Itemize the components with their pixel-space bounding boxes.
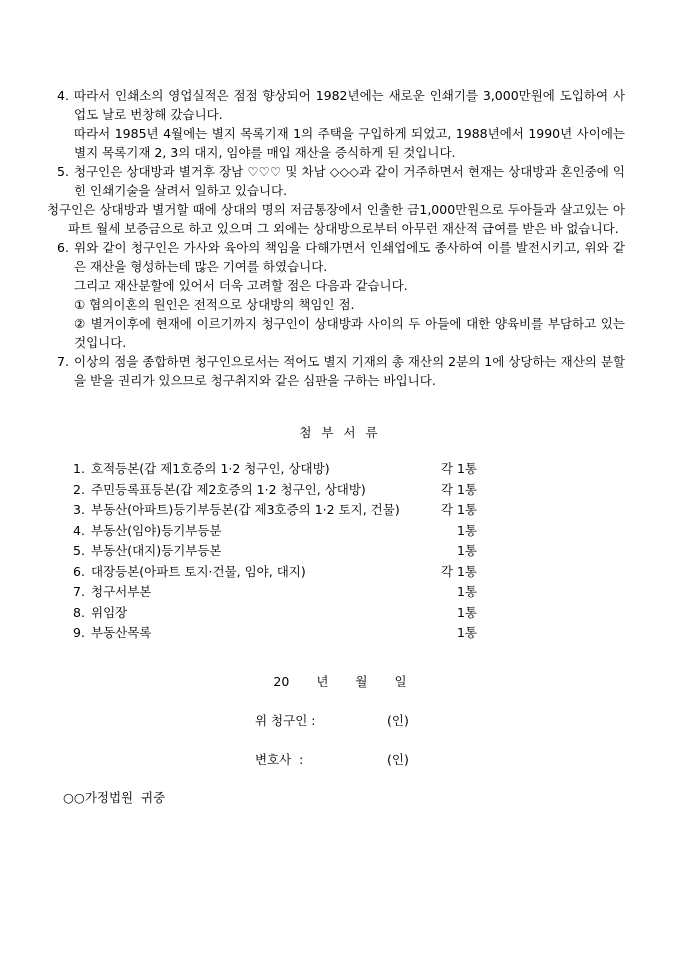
attachment-label: 부동산(대지)등기부등본 [91,543,222,558]
attachment-label: 호적등본(갑 제1호증의 1·2 청구인, 상대방) [91,461,330,476]
attachment-number: 8. [73,604,85,620]
attachment-quantity: 1통 [456,625,477,640]
attachment-row [73,541,477,562]
attachment-row [73,500,477,521]
court-address-line: ○○가정법원 귀중 [63,790,166,805]
attachment-quantity: 1통 [456,522,477,538]
petition-item-5 [57,162,625,200]
paragraph: 그리고 재산분할에 있어서 더욱 고려할 점은 다음과 같습니다. [74,278,408,293]
signature-lawyer [255,750,475,770]
attachment-row [73,603,477,624]
petition-item-7 [57,352,625,390]
paragraph: 위와 같이 청구인은 가사와 육아의 책임을 다해가면서 인쇄업에도 종사하여 이를 발전시키고, 위와 같은 재산을 형성하는데 많은 기여를 하였습니다. [74,240,625,274]
sub-item-1: ① 협의이혼의 원인은 전적으로 상대방의 책임인 점. [74,297,355,312]
attachment-label: 대장등본(아파트 토지·건물, 임야, 대지) [91,563,306,579]
petition-item-4 [57,86,625,162]
attachment-label: 주민등록표등본(갑 제2호증의 1·2 청구인, 상대방) [91,481,366,497]
item-number: 6. [57,240,69,255]
attachment-quantity: 1통 [456,584,477,599]
paragraph: 따라서 1985년 4월에는 별지 목록기재 1의 주택을 구입하게 되었고, 1988년에서 1990년 사이에는 별지 목록기재 2, 3의 대지, 임야를 매입 재산을 증식하게 된 것입니다. [74,126,625,160]
attachment-row [73,562,477,583]
signature-claimant-seal: (인) [387,713,409,728]
attachment-number: 6. [73,563,85,579]
attachment-number: 5. [73,543,85,558]
attachment-number: 4. [73,522,85,538]
date-line [0,672,680,691]
date-day-label: 일 [394,674,407,689]
paragraph: 이상의 점을 종합하면 청구인으로서는 적어도 별지 기재의 총 재산의 2분의 1에 상당하는 재산의 분할을 받을 권리가 있으므로 청구취지와 같은 심판을 구하는 바입니다. [74,354,625,388]
attachment-quantity: 각 1통 [440,461,477,476]
attachments-list [73,459,477,644]
attachment-number: 3. [73,502,85,517]
attachment-label: 위임장 [91,604,128,620]
attachment-number: 2. [73,481,85,497]
attachment-label: 청구서부본 [91,584,152,599]
item-number: 5. [57,164,69,179]
item-number: 7. [57,354,69,369]
attachment-row [73,623,477,644]
date-month-label: 월 [355,674,368,689]
signature-claimant [255,711,475,731]
petition-item-6 [57,238,625,352]
signature-lawyer-seal: (인) [387,752,409,767]
attachment-number: 7. [73,584,85,599]
date-year-prefix: 20 [273,674,290,689]
attachment-row [73,521,477,542]
attachment-label: 부동산(아파트)등기부등본(갑 제3호증의 1·2 토지, 건물) [91,502,400,517]
attachment-row [73,459,477,480]
attachment-number: 9. [73,625,85,640]
attachment-row [73,582,477,603]
paragraph: 청구인은 상대방과 별거후 장남 ♡♡♡ 및 차남 ◇◇◇과 같이 거주하면서 현재는 상대방과 혼인중에 익힌 인쇄기술을 살려서 일하고 있습니다. [74,164,625,198]
petition-body [47,86,625,390]
signature-claimant-label: 위 청구인 : [255,713,316,728]
unnumbered-paragraph: 청구인은 상대방과 별거할 때에 상대의 명의 저금통장에서 인출한 금1,000만원으로 두아들과 살고있는 아파트 월세 보증금으로 하고 있으며 그 외에는 상대방으로부터 아무런 재산적 급여를 받은 바 없습니다. [47,202,625,236]
sub-item-2: ② 별거이후에 현재에 이르기까지 청구인이 상대방과 사이의 두 아들에 대한 양육비를 부담하고 있는 것입니다. [74,316,625,350]
attachment-label: 부동산(임야)등기부등분 [91,522,222,538]
signature-lawyer-label: 변호사 : [255,752,304,767]
item-number: 4. [57,88,69,103]
paragraph: 따라서 인쇄소의 영업실적은 점점 향상되어 1982년에는 새로운 인쇄기를 3,000만원에 도입하여 사업도 날로 번창해 갔습니다. [74,88,625,122]
attachment-quantity: 1통 [456,543,477,558]
date-year-label: 년 [316,674,329,689]
attachment-quantity: 1통 [456,604,477,620]
attachment-label: 부동산목록 [91,625,152,640]
attachment-number: 1. [73,461,85,476]
attachment-quantity: 각 1통 [440,502,477,517]
attachment-quantity: 각 1통 [440,481,477,497]
attachments-heading: 첨 부 서 류 [299,425,381,440]
attachment-row [73,480,477,501]
attachment-quantity: 각 1통 [440,563,477,579]
